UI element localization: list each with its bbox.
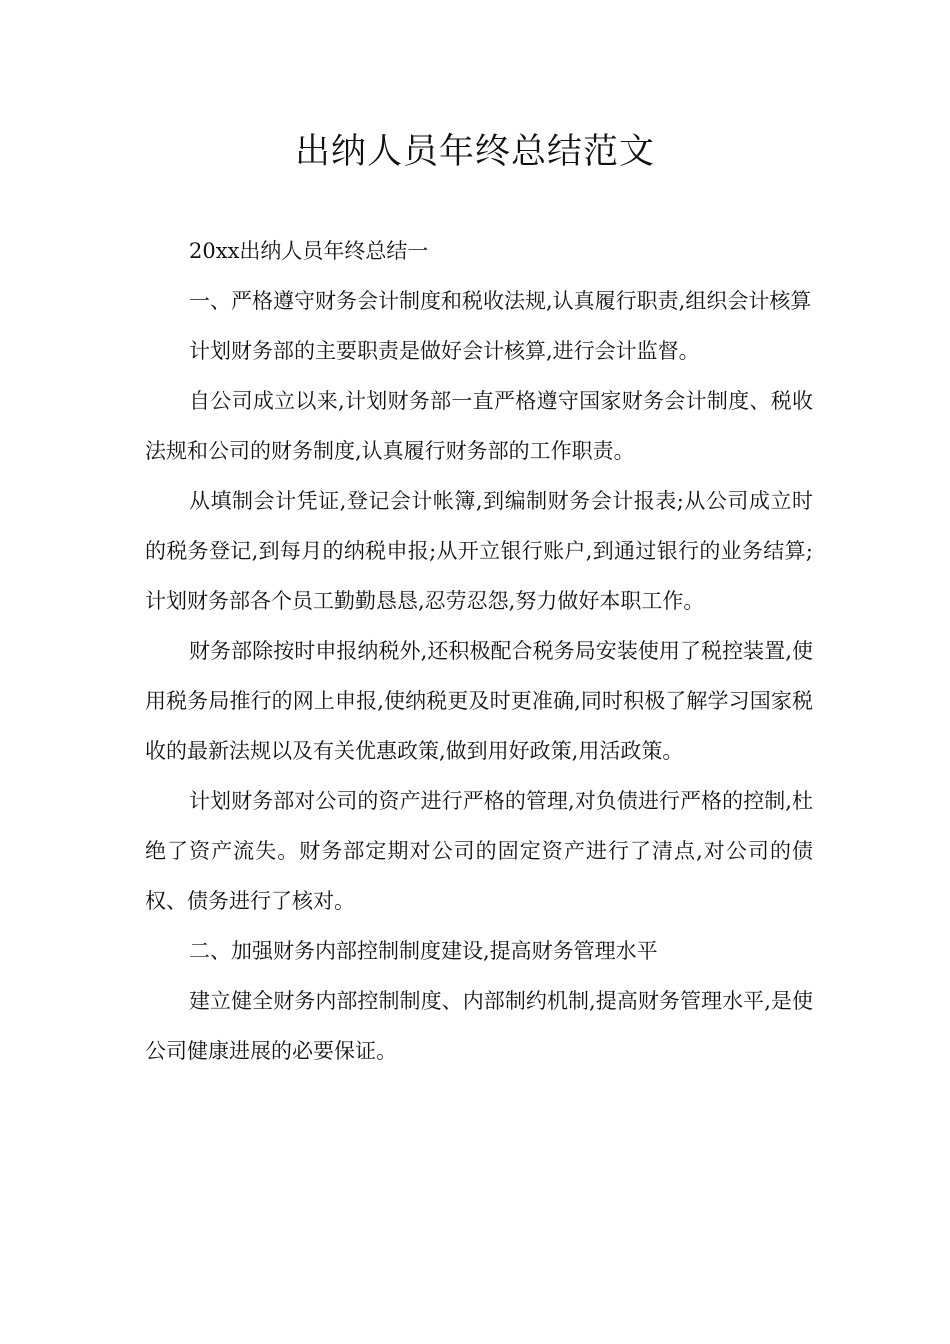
paragraph: 计划财务部的主要职责是做好会计核算,进行会计监督。	[189, 339, 700, 363]
paragraph: 财务部除按时申报纳税外,还积极配合税务局安装使用了税控装置,使用税务局推行的网上申报,使纳税更及时更准确,同时积极了解学习国家税收的最新法规以及有关优惠政策,做到用好政策,用活政策。	[145, 639, 813, 763]
paragraph: 自公司成立以来,计划财务部一直严格遵守国家财务会计制度、税收法规和公司的财务制度,认真履行财务部的工作职责。	[145, 389, 813, 463]
paragraph: 从填制会计凭证,登记会计帐簿,到编制财务会计报表;从公司成立时的税务登记,到每月的纳税申报;从开立银行账户,到通过银行的业务结算;计划财务部各个员工勤勤恳恳,忍劳忍怨,努力做好本职工作。	[145, 489, 813, 613]
paragraph-section-2-heading: 二、加强财务内部控制制度建设,提高财务管理水平	[189, 939, 658, 963]
document-body	[145, 226, 813, 1076]
paragraph: 建立健全财务内部控制制度、内部制约机制,提高财务管理水平,是使公司健康进展的必要保证。	[145, 989, 813, 1063]
paragraph: 计划财务部对公司的资产进行严格的管理,对负债进行严格的控制,杜绝了资产流失。财务部定期对公司的固定资产进行了清点,对公司的债权、债务进行了核对。	[145, 789, 813, 913]
paragraph-section-1-heading: 一、严格遵守财务会计制度和税收法规,认真履行职责,组织会计核算	[189, 289, 812, 313]
paragraph-subtitle: 20xx出纳人员年终总结一	[189, 239, 429, 263]
document-title: 出纳人员年终总结范文	[294, 132, 655, 172]
